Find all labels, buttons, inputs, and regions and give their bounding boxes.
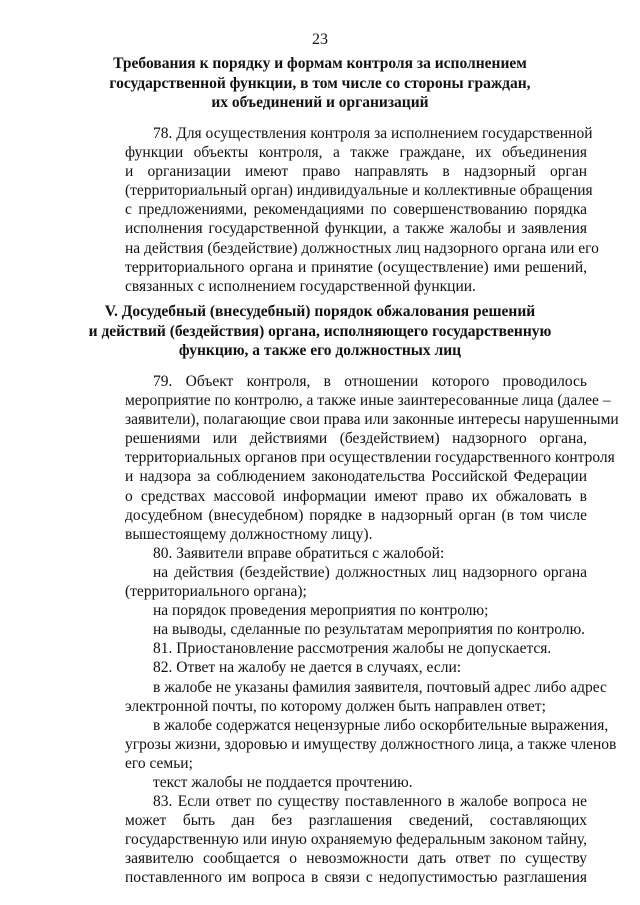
text-line: на действия (бездействие) должностных лиц надзорного органа или его [125,239,599,257]
text-line: связанных с исполнением государственной функции. [125,277,476,295]
text-line: и организации имеют право направлять в надзорный орган [125,163,587,181]
text-line: досудебном (внесудебном) порядке в надзорный орган (в том числе [125,506,587,524]
text-line: 78. Для осуществления контроля за исполнением государственной [153,125,593,142]
text-line: функции объекты контроля, а также граждане, их объединения [125,144,587,162]
text-line: текст жалобы не поддается прочтению. [153,773,413,791]
text-line: мероприятие по контролю, а также иные заинтересованные лица (далее – [125,392,611,410]
heading-line: государственной функции, в том числе со стороны граждан, [109,74,531,92]
text-line: в жалобе не указаны фамилия заявителя, почтовый адрес либо адрес [153,678,607,696]
text-line: вышестоящему должностному лицу). [125,525,373,543]
text-line: угрозы жизни, здоровью и имуществу должностного лица, а также членов [125,735,617,753]
text-line: 79. Объект контроля, в отношении которого проводилось [153,373,587,390]
text-line: заявителю сообщается о невозможности дать ответ по существу [125,850,587,868]
text-line: (территориального органа); [125,583,307,601]
text-line: решениями или действиями (бездействием) надзорного органа, [125,430,587,448]
text-line: может быть дан без разглашения сведений, составляющих [125,812,587,830]
text-line: его семьи; [125,754,193,772]
heading-line: функцию, а также его должностных лиц [178,342,462,360]
text-line: государственную или иную охраняемую федеральным законом тайну, [125,831,587,849]
section-heading-appeal [60,302,580,361]
heading-line: и действий (бездействия) органа, исполняющего государственную [88,322,552,340]
text-line: на действия (бездействие) должностных лиц надзорного органа [153,563,587,581]
text-line: и надзора за соблюдением законодательства Российской Федерации [125,468,587,486]
text-line: на порядок проведения мероприятия по контролю; [153,602,489,620]
heading-line: Требования к порядку и формам контроля за исполнением [113,55,527,72]
text-line: территориального органа и принятие (осуществление) ими решений, [125,258,587,276]
text-line: (территориальный орган) индивидуальные и коллективные обращения [125,182,593,200]
page-number: 23 [312,31,328,48]
text-line: 81. Приостановление рассмотрения жалобы не допускается. [153,640,552,658]
paragraph-block-79-83 [125,372,619,888]
text-line: заявители), полагающие свои права или законные интересы нарушенными [125,411,619,429]
text-line: электронной почты, по которому должен быть направлен ответ; [125,697,546,715]
text-line: 80. Заявители вправе обратиться с жалобой: [153,544,445,562]
paragraph-block-78 [125,124,599,296]
text-line: на выводы, сделанные по результатам мероприятия по контролю. [153,621,586,639]
heading-line: V. Досудебный (внесудебный) порядок обжалования решений [104,303,536,320]
text-line: территориальных органов при осуществлении государственного контроля [125,449,615,467]
section-heading-control [60,54,580,113]
text-line: исполнения государственной функции, а также жалобы и заявления [125,220,587,238]
heading-line: их объединений и организаций [211,94,429,112]
text-line: 83. Если ответ по существу поставленного в жалобе вопроса не [153,793,587,811]
text-line: 82. Ответ на жалобу не дается в случаях, если: [153,659,462,677]
text-line: в жалобе содержатся нецензурные либо оскорбительные выражения, [153,716,609,734]
text-line: с предложениями, рекомендациями по совершенствованию порядка [125,201,587,219]
text-line: поставленного им вопроса в связи с недопустимостью разглашения [125,869,587,887]
text-line: о средствах массовой информации имеют право их обжаловать в [125,487,587,505]
